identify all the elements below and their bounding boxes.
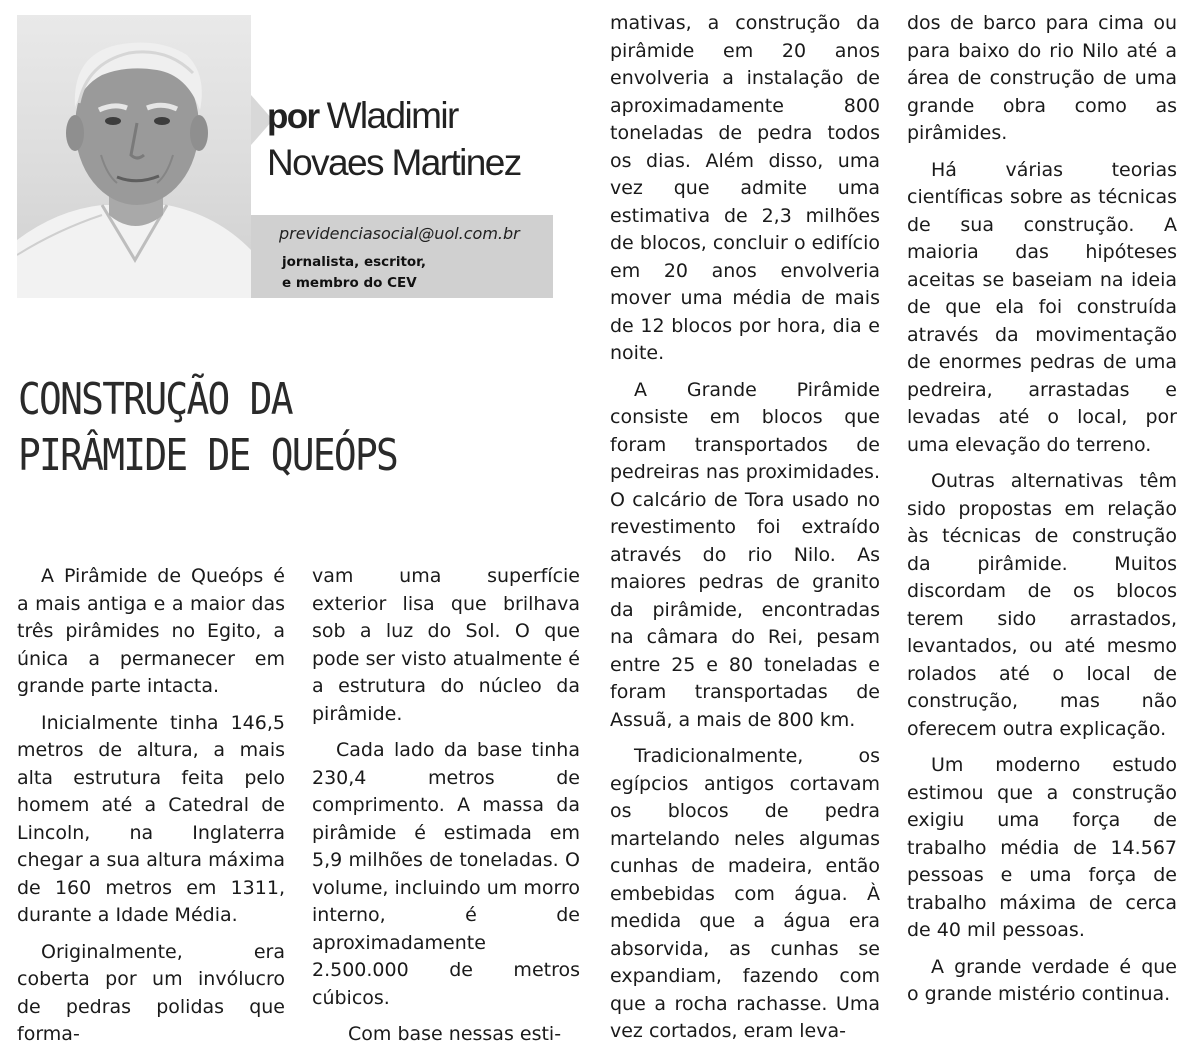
paragraph: Cada lado da base tinha 230,4 metros de comprimento. A massa da pirâmide é estimada em 5,9 milhões de toneladas. O volume, incluindo um morro interno, é de aproximadamente 2.500.000 de metros cúbicos. (312, 739, 580, 1009)
byline-prefix: por (267, 97, 319, 136)
paragraph: A Pirâmide de Queóps é a mais antiga e a maior das três pirâmides no Egito, a única a permanecer em grande parte intacta. (17, 565, 285, 697)
article-column-1 (17, 563, 285, 1049)
paragraph: A Grande Pirâmide consiste em blocos que foram transportados de pedreiras nas proximidades. O calcário de Tora usado no revestimento foi extraído através do rio Nilo. As maiores pedras de granito da pirâmide, encontradas na câmara do Rei, pesam entre 25 e 80 toneladas e foram transportadas de Assuã, a mais de 800 km. (610, 378, 880, 731)
paragraph: mativas, a construção da pirâmide em 20 anos envolveria a instalação de aproximadamente 800 toneladas de pedra todos os dias. Além disso, uma vez que admite uma estimativa de 2,3 milhões de blocos, concluir o edifício em 20 anos envolveria mover uma média de mais de 12 blocos por hora, dia e noite. (610, 12, 880, 364)
paragraph: Um moderno estudo estimou que a construção exigiu uma força de trabalho média de 14.567 pessoas e uma força de trabalho máxima de cerca de 40 mil pessoas. (907, 754, 1177, 941)
paragraph: Com base nessas esti- (348, 1023, 562, 1045)
paragraph: dos de barco para cima ou para baixo do rio Nilo até a área de construção de uma grande obra como as pirâmides. (907, 12, 1177, 144)
author-byline (267, 93, 521, 186)
article-title-line2: PIRÂMIDE DE QUEÓPS (18, 430, 398, 481)
paragraph: Originalmente, era coberta por um invólucro de pedras polidas que forma- (17, 940, 285, 1045)
paragraph: Há várias teorias científicas sobre as técnicas de sua construção. A maioria das hipóteses aceitas se baseiam na ideia de que ela foi construída através da movimentação de enormes pedras de uma pedreira, arrastadas e levadas até o local, por uma elevação do terreno. (907, 158, 1177, 456)
author-email[interactable]: previdenciasocial@uol.com.br (279, 224, 520, 243)
article-title (18, 372, 397, 484)
paragraph: Tradicionalmente, os egípcios antigos cortavam os blocos de pedra martelando neles algumas cunhas de madeira, então embebidas com água. À medida que a água era absorvida, as cunhas se expandiam, fazendo com que a rocha rachasse. Uma vez cortados, eram leva- (610, 745, 880, 1042)
paragraph: vam uma superfície exterior lisa que brilhava sob a luz do Sol. O que pode ser visto atualmente é a estrutura do núcleo da pirâmide. (312, 565, 580, 725)
author-photo (17, 15, 251, 298)
author-info-box (251, 215, 553, 298)
author-name-line2: Novaes Martinez (267, 142, 521, 183)
paragraph: Inicialmente tinha 146,5 metros de altura, a mais alta estrutura feita pelo homem até a Catedral de Lincoln, na Inglaterra chegar a sua altura máxima de 160 metros em 1311, durante a Idade Média. (17, 711, 285, 926)
paragraph: A grande verdade é que o grande mistério continua. (907, 955, 1177, 1005)
author-portrait-icon (17, 15, 251, 298)
article-title-line1: CONSTRUÇÃO DA (18, 374, 292, 425)
author-name-line1: Wladimir (326, 95, 458, 136)
article-column-2 (312, 563, 580, 1049)
author-bio-line1: jornalista, escritor, (282, 254, 426, 270)
article-column-4 (907, 10, 1177, 1009)
author-bio-line2: e membro do CEV (282, 275, 417, 291)
author-bio (282, 252, 426, 294)
article-column-3 (610, 10, 880, 1046)
paragraph: Outras alternativas têm sido propostas em relação às técnicas de construção da pirâmide. Muitos discordam de os blocos terem sido arrastados, levantados, ou até mesmo rolados até o local de construção, mas não oferecem outra explicação. (907, 470, 1177, 740)
